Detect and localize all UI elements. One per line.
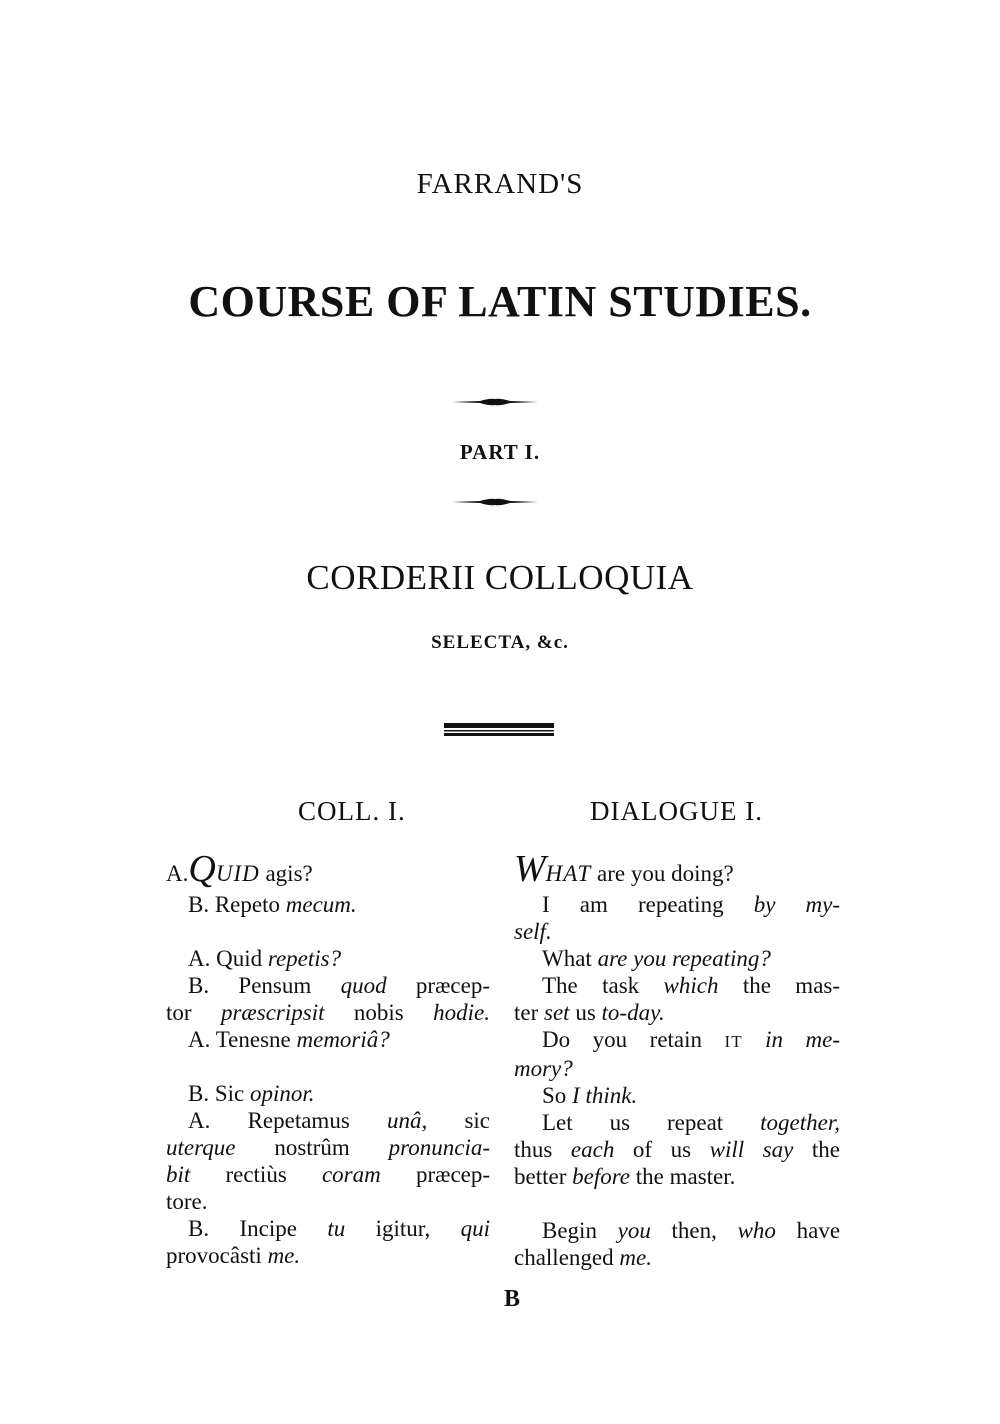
corderii-title: CORDERII COLLOQUIA <box>306 558 694 597</box>
english-line: The task which the mas- <box>542 973 841 998</box>
signature-mark: B <box>504 1286 521 1312</box>
english-line: So I think. <box>542 1083 638 1108</box>
english-line: better before the master. <box>514 1164 736 1189</box>
english-line: I am repeating by my- <box>542 892 841 917</box>
latin-line: uterque nostrûm pronuncia- <box>166 1135 490 1160</box>
latin-line: A. Tenesne memoriâ? <box>188 1027 390 1052</box>
latin-line: B. Repeto mecum. <box>188 892 357 917</box>
latin-line: A.QUID agis? <box>166 848 313 890</box>
selecta-subtitle: SELECTA, &c. <box>431 632 569 653</box>
latin-line: B. Incipe tu igitur, qui <box>188 1216 491 1241</box>
ornament-rule-bottom-icon <box>450 496 540 508</box>
part-heading: PART I. <box>459 440 541 464</box>
english-line: Let us repeat together, <box>542 1110 840 1135</box>
double-rule-icon <box>444 722 554 738</box>
english-column <box>514 848 841 1271</box>
latin-line: provocâsti me. <box>166 1243 301 1268</box>
english-line: mory? <box>514 1056 573 1081</box>
latin-line: tor præscripsit nobis hodie. <box>166 1000 491 1025</box>
latin-line: A. Quid repetis? <box>188 946 342 971</box>
top-title: FARRAND'S <box>416 168 584 200</box>
latin-line: bit rectiùs coram præcep- <box>166 1162 491 1187</box>
english-line: thus each of us will say the <box>514 1137 841 1162</box>
english-line: What are you repeating? <box>542 946 771 971</box>
main-title: COURSE OF LATIN STUDIES. <box>188 277 812 326</box>
latin-column-heading: COLL. I. <box>298 796 406 826</box>
latin-line: tore. <box>166 1189 208 1214</box>
english-line: ter set us to-day. <box>514 1000 665 1025</box>
english-line: self. <box>514 919 552 944</box>
english-line: Do you retain IT in me- <box>542 1027 841 1052</box>
latin-line: A. Repetamus unâ, sic <box>188 1108 490 1133</box>
latin-line: B. Sic opinor. <box>188 1081 315 1106</box>
latin-column <box>166 848 491 1269</box>
latin-line: B. Pensum quod præcep- <box>188 973 490 998</box>
ornament-rule-top-icon <box>450 396 540 408</box>
english-line: challenged me. <box>514 1245 652 1270</box>
english-line: WHAT are you doing? <box>514 848 734 890</box>
english-line: Begin you then, who have <box>542 1218 841 1243</box>
english-column-heading: DIALOGUE I. <box>590 796 763 826</box>
